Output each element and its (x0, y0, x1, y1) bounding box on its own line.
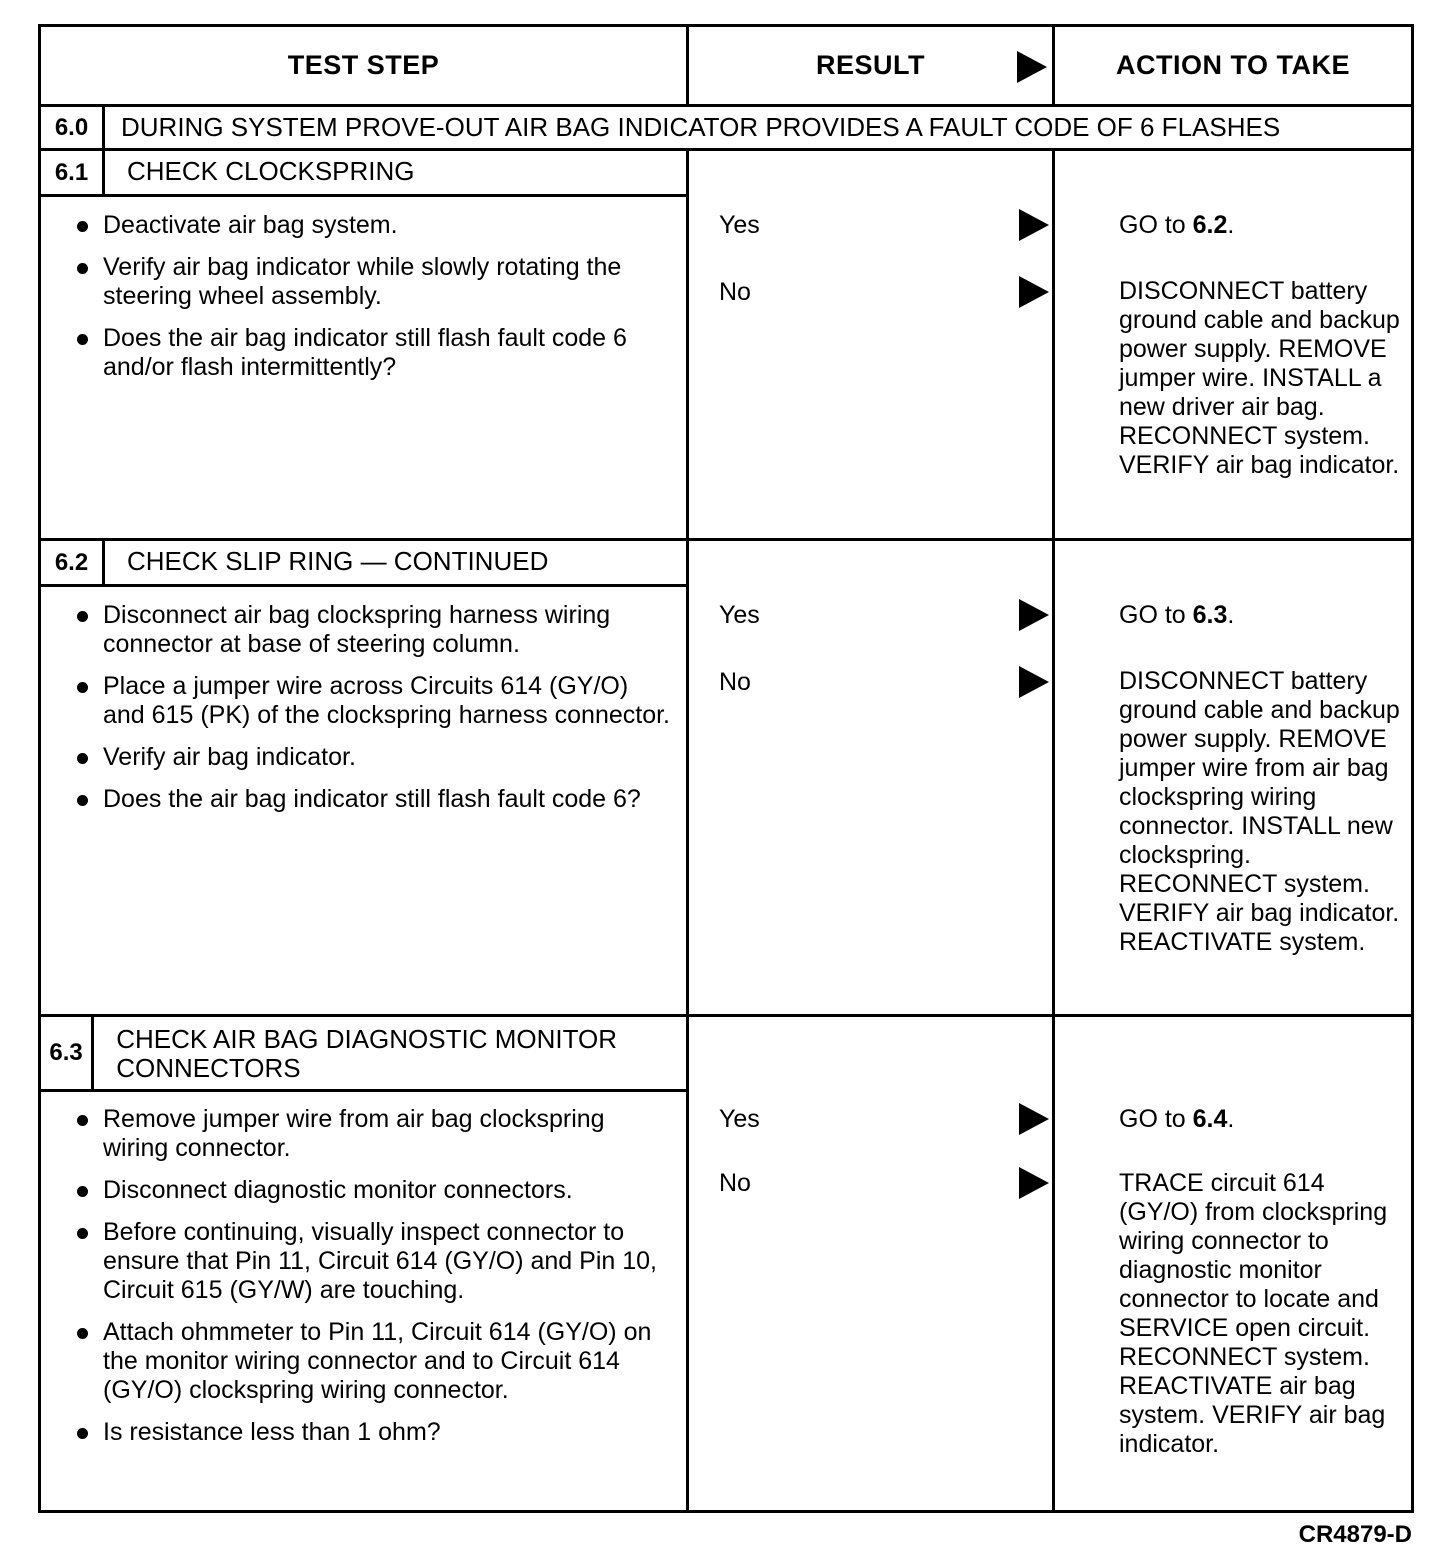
figure-code: CR4879-D (1298, 1521, 1412, 1548)
result-yes: Yes (719, 1105, 760, 1133)
section-6-0-row (41, 107, 1411, 151)
arrow-right-icon (1019, 599, 1049, 631)
arrow-right-icon (1019, 1103, 1049, 1135)
result-yes: Yes (719, 601, 760, 629)
list-item: Verify air bag indicator while slowly rotating the steering wheel assembly. (73, 253, 676, 311)
action-no: DISCONNECT battery ground cable and backup power supply. REMOVE jumper wire from air bag clockspring wiring connector. INSTALL new clockspring. RECONNECT system. VERIFY air bag indicator. REACTIVATE system. (1119, 667, 1400, 956)
step-bullets (73, 211, 676, 395)
result-no: No (719, 278, 751, 306)
list-item: Does the air bag indicator still flash fault code 6? (73, 785, 676, 814)
step-title: CHECK CLOCKSPRING (127, 156, 415, 186)
section-title: DURING SYSTEM PROVE-OUT AIR BAG INDICATOR PROVIDES A FAULT CODE OF 6 FLASHES (121, 112, 1281, 142)
step-header (41, 151, 686, 197)
diagnostic-table (38, 24, 1414, 1513)
arrow-right-icon (1019, 1167, 1049, 1199)
step-bullets (73, 601, 676, 827)
step-bullets (73, 1105, 676, 1460)
list-item: Deactivate air bag system. (73, 211, 676, 240)
result-yes: Yes (719, 211, 760, 239)
arrow-right-icon (1017, 51, 1047, 83)
list-item: Disconnect diagnostic monitor connectors. (73, 1176, 676, 1205)
list-item: Disconnect air bag clockspring harness wiring connector at base of steering column. (73, 601, 676, 659)
step-number: 6.1 (41, 151, 105, 194)
list-item: Before continuing, visually inspect connector to ensure that Pin 11, Circuit 614 (GY/O) and Pin 10, Circuit 615 (GY/W) are touching. (73, 1218, 676, 1305)
header-result-label: RESULT (816, 50, 925, 80)
step-number: 6.3 (41, 1017, 94, 1089)
test-step-6-2 (41, 541, 1411, 1017)
step-reference: 6.2 (1192, 211, 1228, 239)
step-number: 6.2 (41, 541, 105, 584)
step-reference: 6.3 (1192, 601, 1228, 629)
header-test-step: TEST STEP (41, 27, 689, 107)
action-yes: GO to 6.4. (1119, 1105, 1235, 1133)
list-item: Verify air bag indicator. (73, 743, 676, 772)
list-item: Remove jumper wire from air bag clockspring wiring connector. (73, 1105, 676, 1163)
action-no: DISCONNECT battery ground cable and backup power supply. REMOVE jumper wire. INSTALL a new driver air bag. RECONNECT system. VERIFY air bag indicator. (1119, 277, 1400, 479)
step-header (41, 541, 686, 587)
test-step-6-1 (41, 151, 1411, 541)
action-yes: GO to 6.2. (1119, 211, 1235, 239)
action-yes: GO to 6.3. (1119, 601, 1235, 629)
arrow-right-icon (1019, 276, 1049, 308)
step-header (41, 1017, 686, 1092)
result-no: No (719, 668, 751, 696)
list-item: Is resistance less than 1 ohm? (73, 1418, 676, 1447)
step-title: CHECK SLIP RING — CONTINUED (127, 546, 549, 576)
action-no: TRACE circuit 614 (GY/O) from clockspring wiring connector to diagnostic monitor connector to locate and SERVICE open circuit. RECONNECT system. REACTIVATE air bag system. VERIFY air bag indicator. (1119, 1169, 1388, 1458)
arrow-right-icon (1019, 209, 1049, 241)
list-item: Place a jumper wire across Circuits 614 (GY/O) and 615 (PK) of the clockspring harness connector. (73, 672, 676, 730)
header-action: ACTION TO TAKE (1055, 27, 1411, 107)
section-number: 6.0 (41, 107, 105, 148)
arrow-right-icon (1019, 666, 1049, 698)
step-title: CHECK AIR BAG DIAGNOSTIC MONITOR CONNECTORS (116, 1024, 618, 1083)
list-item: Does the air bag indicator still flash fault code 6 and/or flash intermittently? (73, 324, 676, 382)
result-no: No (719, 1169, 751, 1197)
step-reference: 6.4 (1192, 1105, 1228, 1133)
test-step-6-3 (41, 1017, 1411, 1510)
list-item: Attach ohmmeter to Pin 11, Circuit 614 (GY/O) on the monitor wiring connector and to Circuit 614 (GY/O) clockspring wiring connector. (73, 1318, 676, 1405)
header-result (689, 27, 1055, 107)
